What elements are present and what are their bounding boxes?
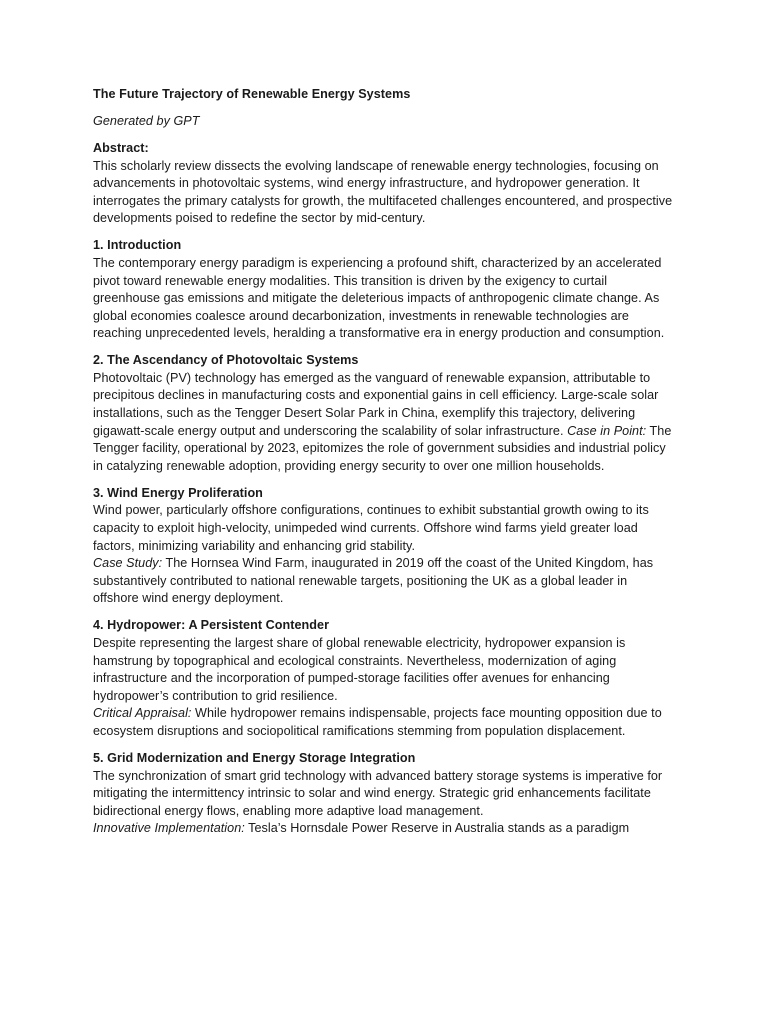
case-label: Case Study: — [93, 556, 163, 571]
section-text: The synchronization of smart grid technology with advanced battery storage systems is imperative for mitigating the intermittency intrinsic to solar and wind energy. Strategic grid enhancements facilitate bidirectional energy flows, enabling more adaptive load management. — [93, 768, 663, 818]
case-text: While hydropower remains indispensable, projects face mounting opposition due to ecosystem disruptions and sociopolitical ramifications stemming from population displacement. — [93, 706, 662, 738]
section-heading: 5. Grid Modernization and Energy Storage Integration — [93, 750, 416, 765]
section-hydropower — [93, 617, 675, 740]
abstract-heading: Abstract: — [93, 140, 149, 155]
section-heading: 1. Introduction — [93, 238, 182, 253]
section-heading: 3. Wind Energy Proliferation — [93, 485, 263, 500]
section-wind — [93, 485, 675, 608]
section-photovoltaic — [93, 352, 675, 475]
section-text: Wind power, particularly offshore configurations, continues to exhibit substantial growth owing to its capacity to exploit high-velocity, unimpeded wind currents. Offshore wind farms yield greater load factors, minimizing variability and enhancing grid stability. — [93, 503, 649, 553]
section-grid-storage — [93, 750, 675, 838]
section-heading: 2. The Ascendancy of Photovoltaic Systems — [93, 353, 359, 368]
case-label: Case in Point: — [567, 423, 647, 438]
case-paragraph — [93, 555, 675, 608]
document-byline: Generated by GPT — [93, 113, 200, 128]
section-heading: 4. Hydropower: A Persistent Contender — [93, 618, 330, 633]
case-paragraph — [93, 705, 675, 740]
document-page — [93, 86, 675, 847]
section-introduction — [93, 237, 675, 343]
document-title: The Future Trajectory of Renewable Energy Systems — [93, 87, 411, 101]
section-body: Photovoltaic (PV) technology has emerged as the vanguard of renewable expansion, attributable to precipitous declines in manufacturing costs and exponential gains in cell efficiency. Large-scale solar installations, such as the Tengger Desert Solar Park in China, exemplify this trajectory, delivering gigawatt-scale energy output and underscoring the scalability of solar infrastructure. — [93, 370, 659, 438]
case-text: The Hornsea Wind Farm, inaugurated in 2019 off the coast of the United Kingdom, has substantively contributed to national renewable targets, positioning the UK as a global leader in offshore wind energy deployment. — [93, 556, 654, 606]
case-label: Innovative Implementation: — [93, 821, 245, 836]
case-text: Tesla’s Hornsdale Power Reserve in Australia stands as a paradigm — [248, 821, 630, 836]
case-label: Critical Appraisal: — [93, 706, 192, 721]
case-text: The Tengger facility, operational by 2023, epitomizes the role of government subsidies and industrial policy in catalyzing renewable adoption, providing energy security to over one million households. — [93, 423, 672, 473]
abstract-section — [93, 140, 675, 228]
case-paragraph — [93, 820, 675, 838]
section-text: The contemporary energy paradigm is experiencing a profound shift, characterized by an accelerated pivot toward renewable energy modalities. This transition is driven by the exigency to curtail greenhouse gas emissions and mitigate the deleterious impacts of anthropogenic climate change. As global economies coalesce around decarbonization, investments in renewable technologies are reaching unprecedented levels, heralding a transformative era in energy production and consumption. — [93, 255, 665, 341]
section-text: Despite representing the largest share of global renewable electricity, hydropower expansion is hamstrung by topographical and ecological constraints. Nevertheless, modernization of aging infrastructure and the incorporation of pumped-storage facilities offer avenues for enhancing hydropower’s contribution to grid resilience. — [93, 635, 626, 703]
section-text — [93, 370, 675, 476]
abstract-text: This scholarly review dissects the evolving landscape of renewable energy technologies, focusing on advancements in photovoltaic systems, wind energy infrastructure, and hydropower generation. It interrogates the primary catalysts for growth, the multifaceted challenges encountered, and prospective developments poised to redefine the sector by mid-century. — [93, 158, 673, 226]
